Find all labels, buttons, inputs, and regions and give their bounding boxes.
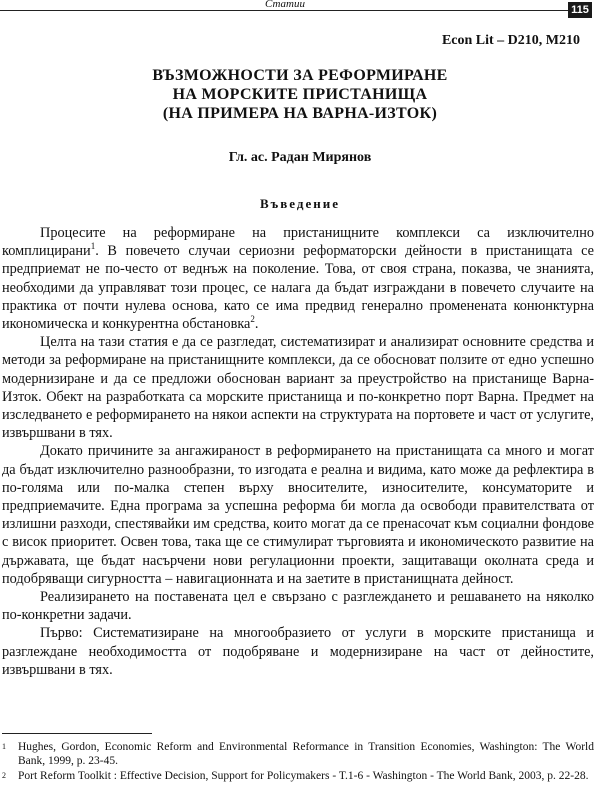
- paragraph: Реализирането на поставената цел е свързано с разглеждането и решаването на няколко по-конкретни задачи.: [2, 589, 594, 624]
- footnote-text: Hughes, Gordon, Economic Reform and Environmental Reformance in Transition Economies, Washington: The World Bank, 1999, p. 23-45.: [18, 741, 594, 767]
- article-body: [2, 224, 594, 679]
- section-heading: Въведение: [260, 196, 340, 211]
- footnote: [2, 740, 594, 768]
- paragraph: Целта на тази статия е да се разгледат, систематизират и анализират основните средства и методи за реформиране на пристанищните комплекси, да се обосноват ползите от едно успешно модернизиране и да се предложи обоснован вариант за преустройство на пристанище Варна-Изток. Обект на разработката са морските пристанища и по-конкретно порт Варна. Предмет на изследването е реформирането на някои аспекти на структурата на портовете и част от услугите, извършвани в тях.: [2, 334, 594, 442]
- title-line: НА МОРСКИТЕ ПРИСТАНИЩА: [172, 86, 428, 103]
- paragraph-text: Процесите на реформиране на пристанищните комплекси са изключително комплицирани: [2, 225, 594, 260]
- jel-codes: Econ Lit – D210, M210: [441, 33, 580, 48]
- section-label: Статии: [259, 0, 311, 10]
- author-name: Гл. ас. Радан Мирянов: [228, 150, 372, 165]
- paragraph: Първо: Систематизиране на многообразието от услуги в морските пристанища и разглеждане необходимостта от подобряване и модернизиране на част от дейностите, извършвани в тях.: [2, 625, 594, 678]
- footnote-text: Port Reform Toolkit : Effective Decision, Support for Policymakers - T.1-6 - Washington - The World Bank, 2003, p. 22-28.: [18, 770, 589, 782]
- footnotes: [2, 740, 594, 784]
- title-line: ВЪЗМОЖНОСТИ ЗА РЕФОРМИРАНЕ: [152, 67, 448, 84]
- footnote-ref[interactable]: 1: [90, 241, 96, 252]
- paragraph-text: . В повечето случаи сериозни реформаторски дейности в пристанищата се предприемат не по-често от веднъж на поколение. Това, от своя страна, показва, че знанията, необходими да управляват този процес, се налага да бъдат изграждани в повечето случаите на практика от почти нулева основа, като се има предвид генерално променената конюнктурна икономическа и конкурентна обстановка: [2, 243, 594, 333]
- title-line: (НА ПРИМЕРА НА ВАРНА-ИЗТОК): [162, 105, 438, 122]
- page-number: 115: [568, 2, 592, 18]
- header-rule: [0, 10, 570, 11]
- footnote-mark: 1: [2, 742, 6, 751]
- article-title: [0, 66, 600, 123]
- footnote-mark: 2: [2, 771, 6, 780]
- running-head: [0, 0, 600, 14]
- paragraph-text: .: [254, 316, 259, 333]
- footnote-divider: [2, 733, 152, 734]
- footnote: [2, 769, 594, 783]
- paragraph: Докато причините за ангажираност в реформирането на пристанищата са много и могат да бъдат изключително разнообразни, то изгодата е реална и видима, като може да рефлектира в по-голяма или по-малка степен върху вносителите, износителите, консуматорите и предприемачите. Една програма за успешна реформа би могла да освободи правителствата от излишни разходи, спестявайки им средства, които могат да се пренасочат към социални фондове с висок приоритет. Освен това, така ще се стимулират търговията и икономическото развитие на държавата, ще бъдат насърчени нови регулационни проекти, защитаващи околната среда и подобряващи сигурността – навигационната и на заетите в пристанищната дейност.: [2, 443, 594, 587]
- section-name: [0, 0, 570, 10]
- footnote-ref[interactable]: 2: [250, 314, 255, 325]
- paragraph: [2, 224, 594, 333]
